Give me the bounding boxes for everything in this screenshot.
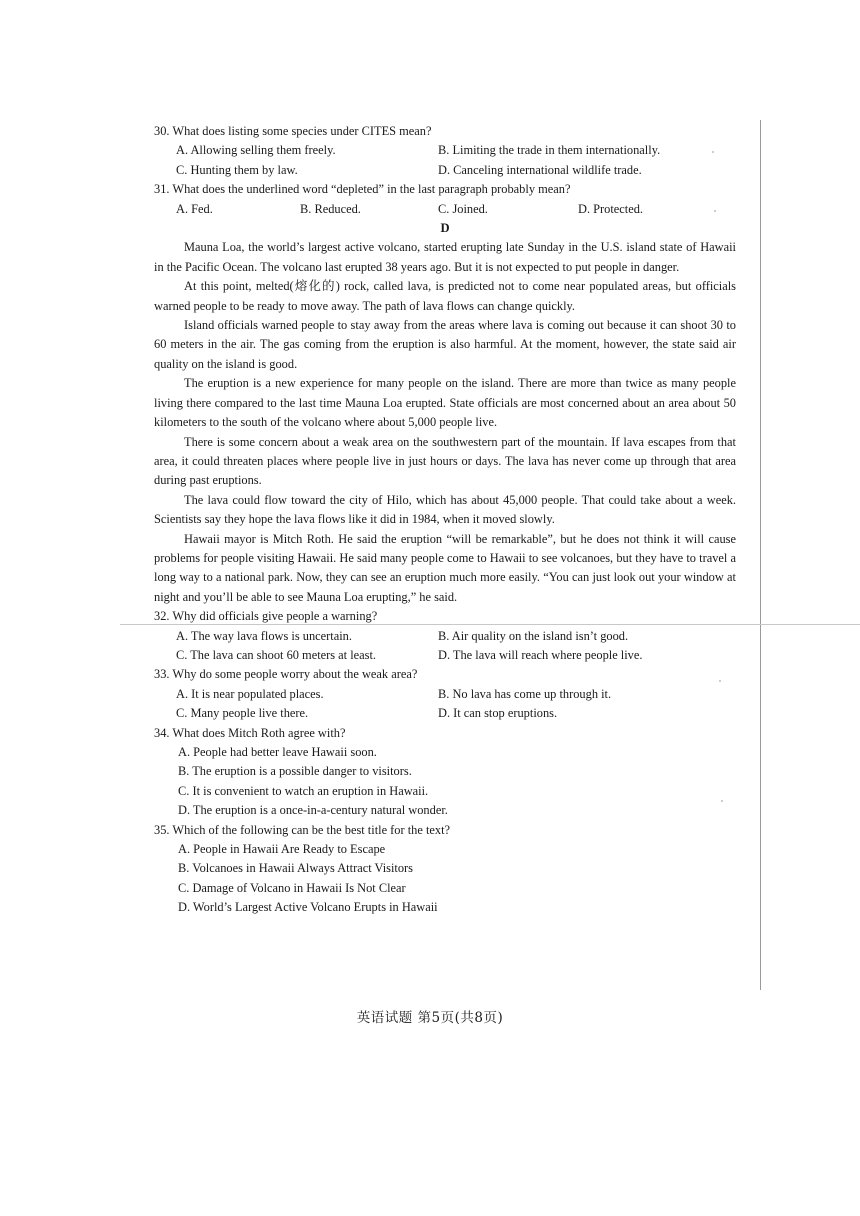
option-list bbox=[154, 743, 736, 821]
option-b: B. Reduced. bbox=[300, 201, 361, 216]
passage-paragraph: The eruption is a new experience for many people on the island. There are more than twice as many people living there compared to the last time Mauna Loa erupted. State officials are most concerned about an area about 50 kilometers to the south of the volcano where about 5,000 people live. bbox=[154, 376, 736, 430]
option-b: B. Limiting the trade in them internationally. bbox=[438, 143, 661, 158]
question-31 bbox=[154, 180, 736, 219]
option-b: B. The eruption is a possible danger to visitors. bbox=[178, 764, 412, 779]
option-d: D. World’s Largest Active Volcano Erupts in Hawaii bbox=[178, 900, 438, 915]
option-list bbox=[154, 840, 736, 918]
option-list bbox=[154, 685, 736, 724]
question-stem bbox=[154, 665, 736, 684]
question-stem bbox=[154, 122, 736, 141]
option-c: C. Many people live there. bbox=[176, 706, 309, 721]
option-a: A. It is near populated places. bbox=[176, 686, 324, 701]
option-list bbox=[154, 627, 736, 666]
exam-content bbox=[154, 122, 736, 918]
margin-rule bbox=[760, 120, 761, 990]
question-number: 33. bbox=[154, 667, 170, 682]
option-a: A. The way lava flows is uncertain. bbox=[176, 628, 352, 643]
question-number: 34. bbox=[154, 725, 170, 740]
option-d: D. The eruption is a once-in-a-century natural wonder. bbox=[178, 803, 448, 818]
question-30 bbox=[154, 122, 736, 180]
question-stem bbox=[154, 607, 736, 626]
question-number: 30. bbox=[154, 124, 170, 138]
option-d: D. It can stop eruptions. bbox=[438, 706, 558, 721]
option-a: A. People had better leave Hawaii soon. bbox=[178, 745, 377, 759]
passage-paragraph: Hawaii mayor is Mitch Roth. He said the eruption “will be remarkable”, but he does not think it will cause problems for people visiting Hawaii. He said many people come to Hawaii to see volcanoes, but they have to travel a long way to a national park. Now, they can see an eruption much more easily. “You can just look out your window at night and you’ll be able to see Mauna Loa erupting,” he said. bbox=[154, 531, 736, 604]
option-list bbox=[154, 200, 736, 219]
option-b: B. No lava has come up through it. bbox=[438, 686, 612, 701]
question-text: Why do some people worry about the weak area? bbox=[172, 667, 418, 682]
option-c: C. Hunting them by law. bbox=[176, 162, 298, 177]
passage-paragraph: The lava could flow toward the city of Hilo, which has about 45,000 people. That could take about a week. Scientists say they hope the lava flows like it did in 1984, when it moved slowly. bbox=[154, 492, 736, 527]
option-d: D. Canceling international wildlife trade. bbox=[438, 162, 642, 177]
question-32 bbox=[154, 607, 736, 665]
option-d: D. The lava will reach where people live. bbox=[438, 647, 643, 662]
question-number: 31. bbox=[154, 182, 170, 197]
question-stem bbox=[154, 724, 736, 743]
option-a: A. People in Hawaii Are Ready to Escape bbox=[178, 842, 386, 857]
option-d: D. Protected. bbox=[578, 201, 644, 216]
option-c: C. It is convenient to watch an eruption in Hawaii. bbox=[178, 783, 429, 798]
passage-paragraph: Mauna Loa, the world’s largest active volcano, started erupting late Sunday in the U.S. island state of Hawaii in the Pacific Ocean. The volcano last erupted 38 years ago. But it is not expected to put people in danger. bbox=[154, 240, 736, 274]
reading-passage bbox=[154, 238, 736, 607]
question-34 bbox=[154, 724, 736, 821]
option-a: A. Allowing selling them freely. bbox=[176, 143, 336, 158]
option-list bbox=[154, 141, 736, 180]
question-number: 32. bbox=[154, 609, 170, 624]
passage-paragraph: Island officials warned people to stay away from the areas where lava is coming out because it can shoot 30 to 60 meters in the air. The gas coming from the eruption is also harmful. At the moment, however, the state said air quality on the island is good. bbox=[154, 318, 736, 371]
question-stem bbox=[154, 821, 736, 840]
question-text: Why did officials give people a warning? bbox=[172, 609, 378, 624]
page-footer: 英语试题 第5页(共8页) bbox=[356, 1010, 504, 1026]
question-stem bbox=[154, 180, 736, 199]
question-text: What does listing some species under CITES mean? bbox=[172, 124, 432, 138]
option-c: C. The lava can shoot 60 meters at least. bbox=[176, 647, 377, 662]
question-text: Which of the following can be the best title for the text? bbox=[172, 822, 451, 837]
option-a: A. Fed. bbox=[176, 201, 213, 216]
passage-paragraph: At this point, melted(熔化的) rock, called lava, is predicted not to come near populated areas, but officials warned people to be ready to move away. The path of lava flows can change quickly. bbox=[154, 279, 736, 313]
option-b: B. Air quality on the island isn’t good. bbox=[438, 628, 629, 643]
section-label: D bbox=[440, 221, 450, 236]
option-c: C. Damage of Volcano in Hawaii Is Not Clear bbox=[178, 880, 406, 895]
question-35 bbox=[154, 821, 736, 918]
question-text: What does Mitch Roth agree with? bbox=[172, 725, 346, 740]
option-c: C. Joined. bbox=[438, 201, 488, 216]
question-number: 35. bbox=[154, 822, 170, 837]
passage-paragraph: There is some concern about a weak area on the southwestern part of the mountain. If lava escapes from that area, it could threaten places where people live in just hours or days. The lava has never come up through that area during past eruptions. bbox=[154, 434, 736, 488]
question-text: What does the underlined word “depleted” in the last paragraph probably mean? bbox=[172, 182, 571, 197]
question-33 bbox=[154, 665, 736, 723]
option-b: B. Volcanoes in Hawaii Always Attract Visitors bbox=[178, 861, 414, 876]
